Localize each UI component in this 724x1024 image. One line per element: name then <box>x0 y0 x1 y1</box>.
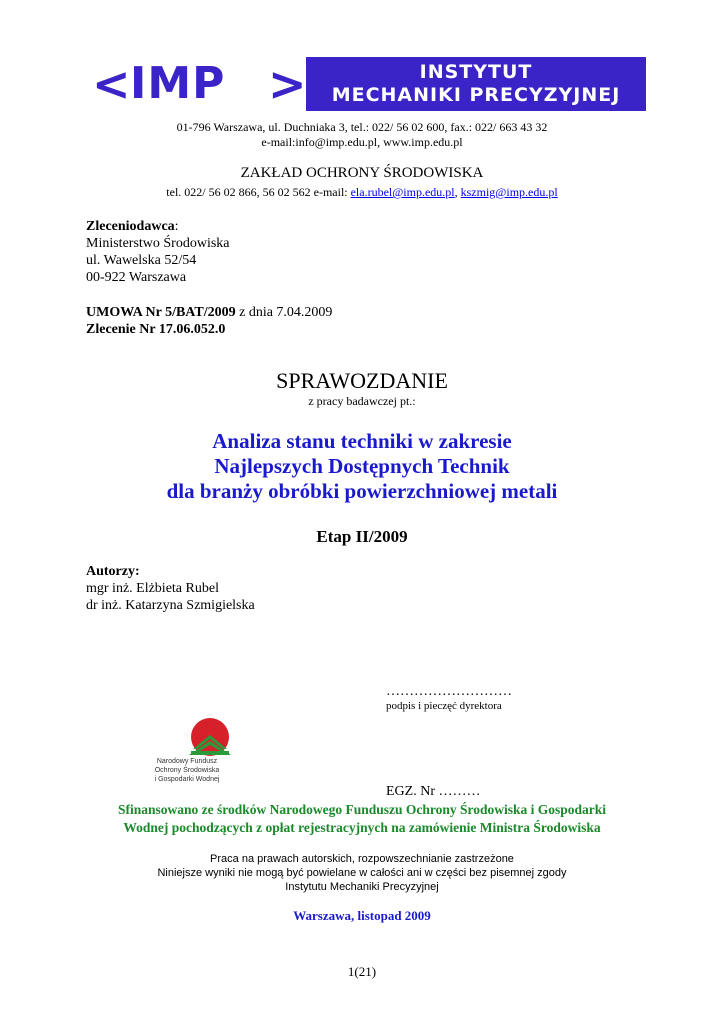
rights-line-1: Praca na prawach autorskich, rozpowszechnianie zastrzeżone <box>210 853 514 865</box>
institute-contact: e-mail:info@imp.edu.pl, www.imp.edu.pl <box>261 135 463 149</box>
nfosigw-logo-text <box>142 757 232 784</box>
client-label: Zleceniodawca <box>86 219 175 234</box>
funding-line-2: Wodnej pochodzących z opłat rejestracyjnych na zamówienie Ministra Środowiska <box>123 820 601 835</box>
report-topic-line-1: Analiza stanu techniki w zakresie <box>212 429 512 453</box>
imp-logo <box>86 57 646 111</box>
signature-caption: podpis i pieczęć dyrektora <box>386 700 502 712</box>
email-separator: , <box>454 185 461 199</box>
rights-line-3: Instytutu Mechaniki Precyzyjnej <box>285 881 439 893</box>
contract-number: UMOWA Nr 5/BAT/2009 <box>86 305 236 320</box>
rights-line-2: Niniejsze wyniki nie mogą być powielane w całości ani w części bez pisemnej zgody <box>157 867 567 879</box>
order-line <box>86 321 225 338</box>
report-topic-line-3: dla branży obróbki powierzchniowej metali <box>166 479 558 503</box>
report-topic-line-2: Najlepszych Dostępnych Technik <box>214 454 510 478</box>
place-date: Warszawa, listopad 2009 <box>293 908 431 923</box>
logo-line-2: MECHANIKI PRECYZYJNEJ <box>331 84 621 106</box>
client-line-2: ul. Wawelska 52/54 <box>86 253 197 268</box>
nfosigw-line-3: i Gospodarki Wodnej <box>154 776 220 783</box>
institute-address: 01-796 Warszawa, ul. Duchniaka 3, tel.: 022/ 56 02 600, fax.: 022/ 663 43 32 <box>176 120 548 134</box>
author-1: mgr inż. Elżbieta Rubel <box>86 581 219 596</box>
nfosigw-line-1: Narodowy Fundusz <box>156 758 218 765</box>
logo-right-chevron: > <box>268 57 307 111</box>
logo-line-1: INSTYTUT <box>419 61 533 83</box>
logo-imp-text: IMP <box>130 58 226 109</box>
authors-label: Autorzy: <box>86 564 140 579</box>
author-2: dr inż. Katarzyna Szmigielska <box>86 598 255 613</box>
client-line-1: Ministerstwo Środowiska <box>86 236 230 251</box>
client-line-3: 00-922 Warszawa <box>86 270 187 285</box>
department-phone: tel. 022/ 56 02 866, 56 02 562 e-mail: <box>166 185 351 199</box>
client-label-colon: : <box>174 219 179 234</box>
contract-line <box>86 304 332 321</box>
logo-left-chevron: < <box>92 57 131 111</box>
signature-dots: ……………………… <box>386 684 512 699</box>
nfosigw-line-2: Ochrony Środowiska <box>154 767 220 774</box>
client-label-line <box>86 218 179 235</box>
order-number: Zlecenie Nr 17.06.052.0 <box>86 322 226 337</box>
email-link-szmig[interactable]: kszmig@imp.edu.pl <box>460 185 558 199</box>
report-stage: Etap II/2009 <box>316 527 408 546</box>
email-link-rubel[interactable]: ela.rubel@imp.edu.pl <box>350 185 455 199</box>
report-title: SPRAWOZDANIE <box>276 368 448 393</box>
department-contact <box>0 185 724 200</box>
contract-date: z dnia 7.04.2009 <box>235 305 333 320</box>
report-subtitle: z pracy badawczej pt.: <box>308 394 416 408</box>
page-number: 1(21) <box>347 964 377 979</box>
copy-number: EGZ. Nr ……… <box>386 784 481 799</box>
department-name: ZAKŁAD OCHRONY ŚRODOWISKA <box>240 165 484 181</box>
funding-line-1: Sfinansowano ze środków Narodowego Funduszu Ochrony Środowiska i Gospodarki <box>117 802 607 817</box>
